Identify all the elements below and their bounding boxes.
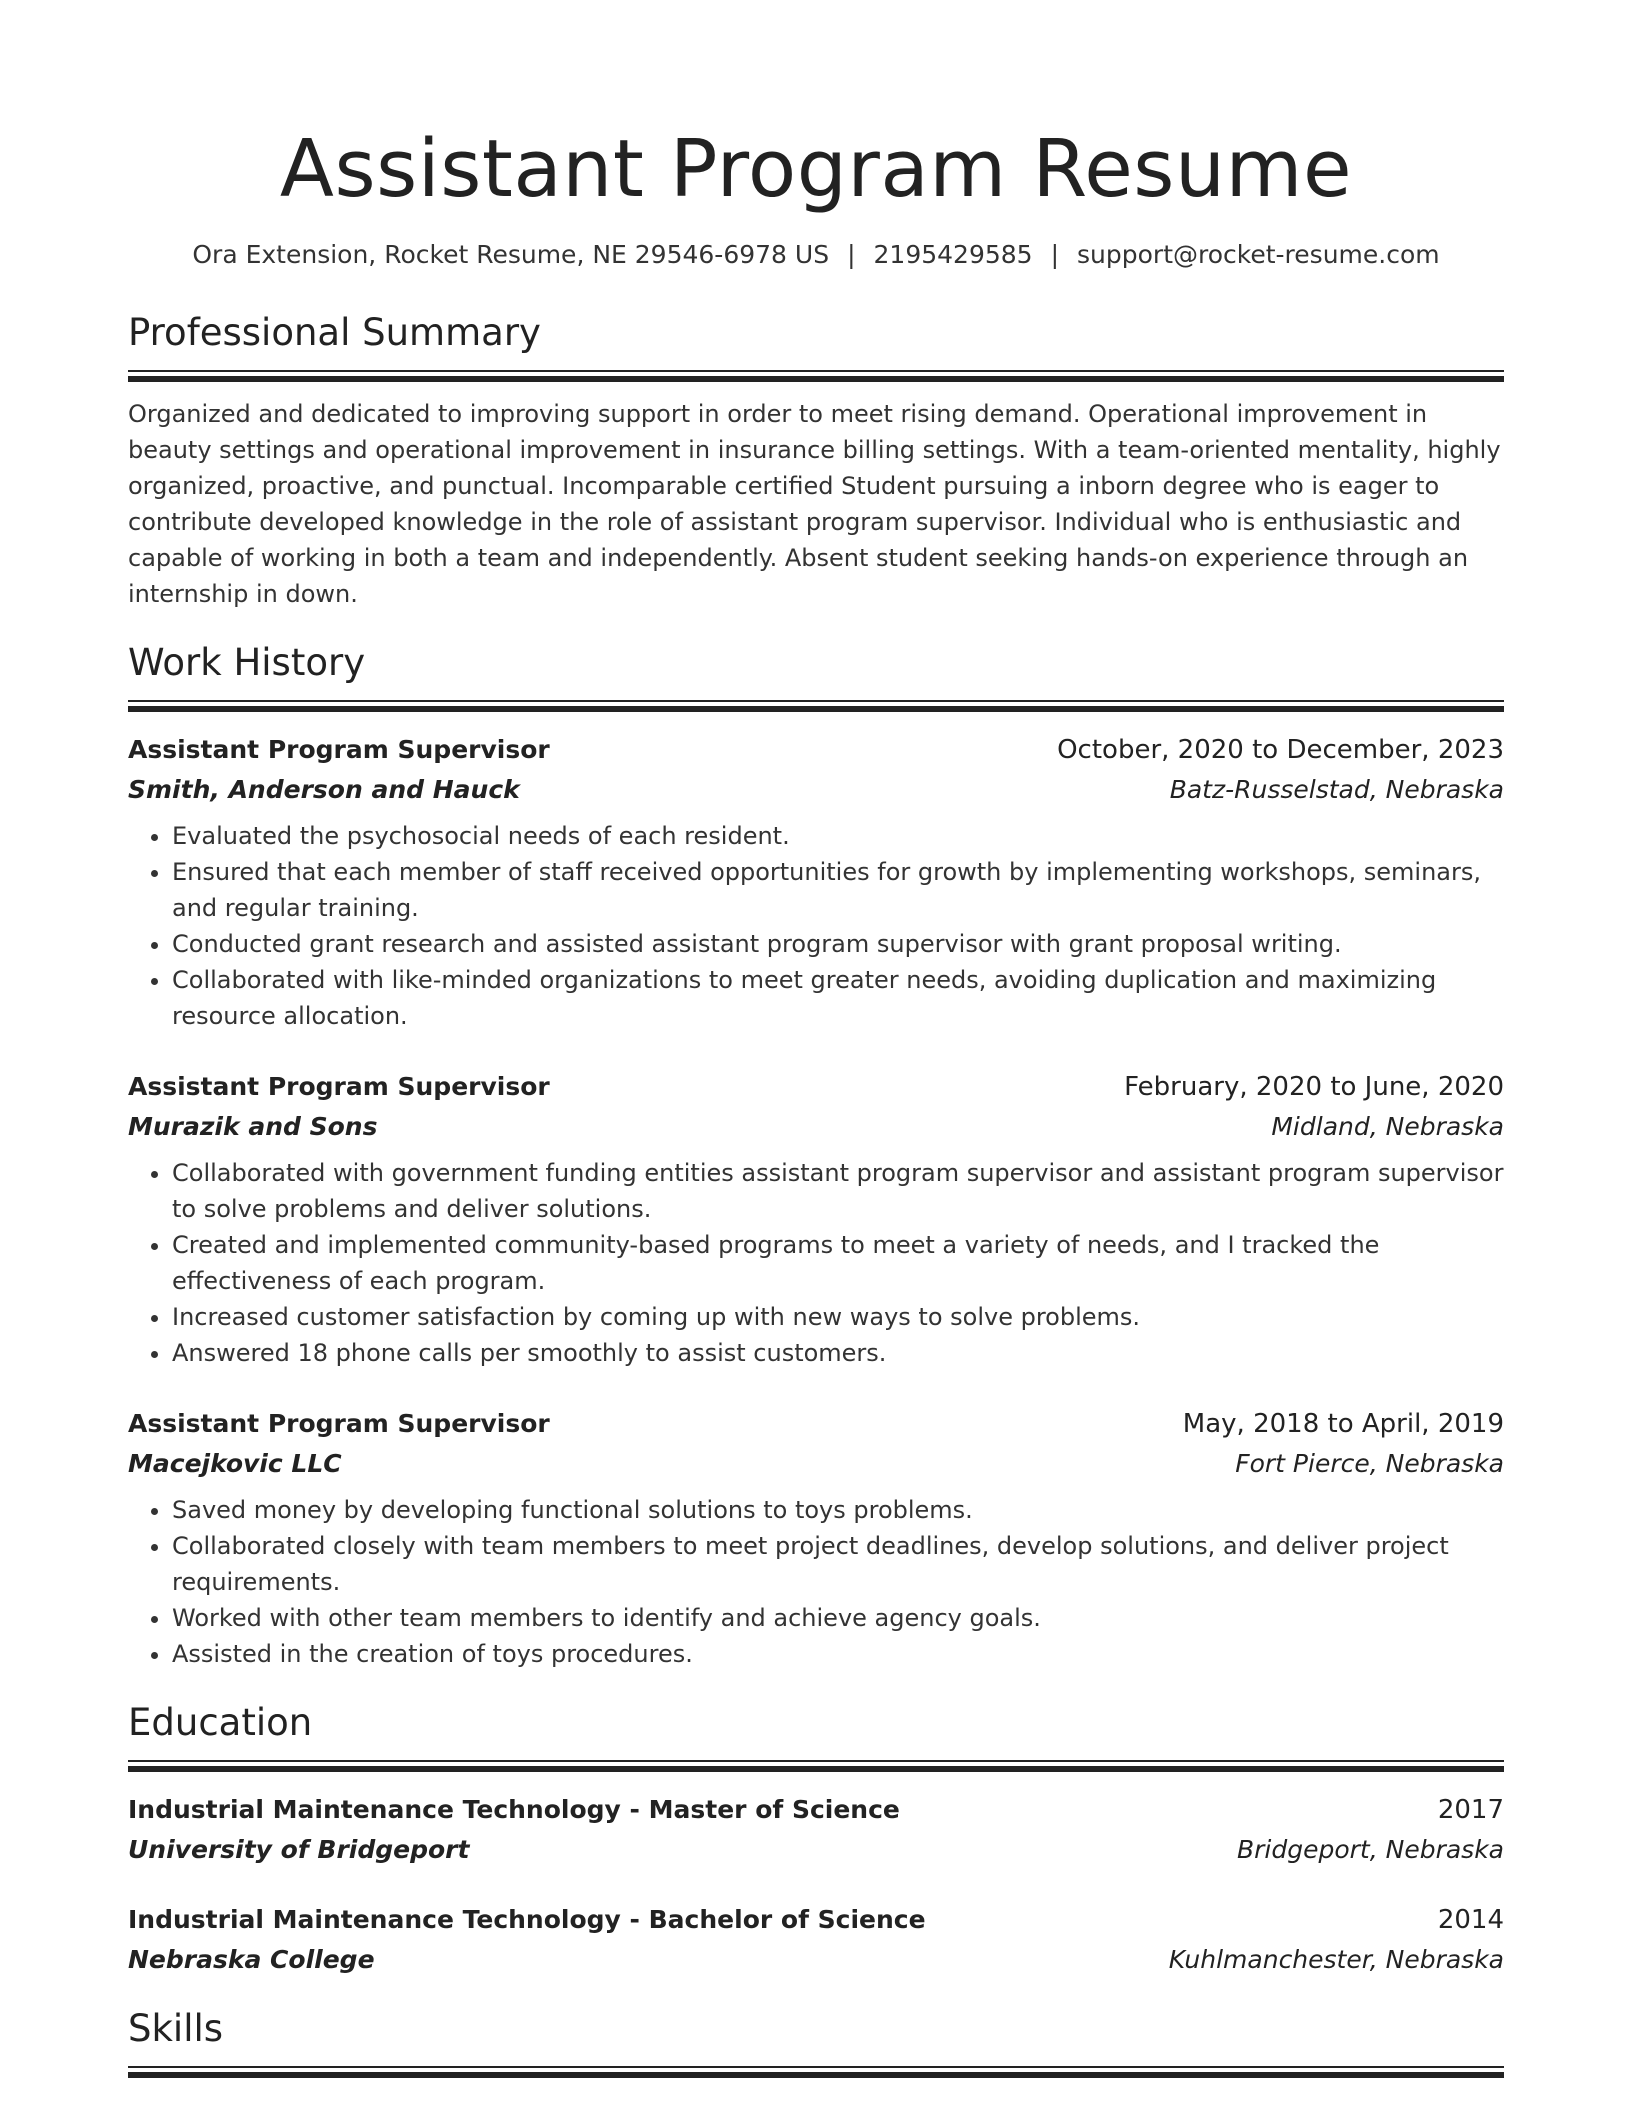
job-dates: October, 2020 to December, 2023 [1057,735,1504,765]
job-entry [128,730,1504,1034]
education-entry [128,1900,1504,1980]
job-bullet: • Collaborated with like-minded organizations to meet greater needs, avoiding duplication and maximizing resource allocation. [172,962,1504,1034]
job-bullet: • Increased customer satisfaction by coming up with new ways to solve problems. [172,1299,1504,1335]
job-company: Murazik and Sons [128,1112,378,1141]
education-school: Nebraska College [128,1945,375,1974]
job-title: Assistant Program Supervisor [128,735,550,764]
section-heading-summary: Professional Summary [128,311,541,354]
education-degree: Industrial Maintenance Technology - Bachelor of Science [128,1905,926,1934]
section-heading-education: Education [128,1701,313,1744]
job-title: Assistant Program Supervisor [128,1409,550,1438]
skills-section [128,2006,1504,2078]
education-section [128,1700,1504,1980]
job-dates: February, 2020 to June, 2020 [1124,1072,1504,1102]
education-location: Bridgeport, Nebraska [1236,1835,1504,1864]
section-heading-skills: Skills [128,2007,224,2050]
job-entry [128,1067,1504,1371]
section-divider [128,2066,1504,2078]
education-location: Kuhlmanchester, Nebraska [1168,1945,1504,1974]
job-bullet: • Collaborated with government funding entities assistant program supervisor and assistant program supervisor to solve problems and deliver solutions. [172,1155,1504,1227]
job-bullet: • Ensured that each member of staff received opportunities for growth by implementing workshops, seminars, and regular training. [172,854,1504,926]
education-degree: Industrial Maintenance Technology - Master of Science [128,1795,900,1824]
job-location: Fort Pierce, Nebraska [1235,1449,1504,1478]
job-bullet: • Created and implemented community-based programs to meet a variety of needs, and I tracked the effectiveness of each program. [172,1227,1504,1299]
job-bullet: • Answered 18 phone calls per smoothly to assist customers. [172,1335,1504,1371]
contact-email: support@rocket-resume.com [1077,240,1440,269]
contact-line [128,238,1504,272]
job-bullets [128,1155,1504,1371]
job-title: Assistant Program Supervisor [128,1072,550,1101]
job-location: Batz-Russelstad, Nebraska [1169,775,1504,804]
job-bullets [128,818,1504,1034]
section-divider [128,370,1504,382]
education-year: 2017 [1437,1795,1504,1825]
job-bullet: • Assisted in the creation of toys procedures. [172,1636,1504,1672]
contact-separator: | [847,240,856,269]
summary-text: Organized and dedicated to improving support in order to meet rising demand. Operational improvement in beauty settings and operational improvement in insurance billing settings. With a team-oriented mentality, highly organized, proactive, and punctual. Incomparable certified Student pursuing a inborn degree who is eager to contribute developed knowledge in the role of assistant program supervisor. Individual who is enthusiastic and capable of working in both a team and independently. Absent student seeking hands-on experience through an internship in down. [128,400,1501,608]
summary-section [128,310,1504,612]
job-bullet: • Worked with other team members to identify and achieve agency goals. [172,1600,1504,1636]
contact-phone: 2195429585 [873,240,1033,269]
job-company: Smith, Anderson and Hauck [128,775,520,804]
job-bullet: • Conducted grant research and assisted assistant program supervisor with grant proposal writing. [172,926,1504,962]
job-company: Macejkovic LLC [128,1449,342,1478]
job-bullet: • Collaborated closely with team members to meet project deadlines, develop solutions, and deliver project requirements. [172,1528,1504,1600]
work-history-section [128,640,1504,1672]
job-location: Midland, Nebraska [1271,1112,1504,1141]
education-entry [128,1790,1504,1870]
job-bullet: • Evaluated the psychosocial needs of each resident. [172,818,1504,854]
section-divider [128,700,1504,712]
job-bullet: • Saved money by developing functional solutions to toys problems. [172,1492,1504,1528]
education-year: 2014 [1437,1905,1504,1935]
job-dates: May, 2018 to April, 2019 [1182,1409,1504,1439]
job-bullets [128,1492,1504,1672]
resume-title: Assistant Program Resume [279,123,1353,215]
section-divider [128,1760,1504,1772]
resume-page [128,0,1504,2078]
education-school: University of Bridgeport [128,1835,470,1864]
contact-separator: | [1050,240,1060,269]
job-entry [128,1404,1504,1672]
contact-address: Ora Extension, Rocket Resume, NE 29546-6978 US [192,240,830,269]
section-heading-work-history: Work History [128,641,366,684]
